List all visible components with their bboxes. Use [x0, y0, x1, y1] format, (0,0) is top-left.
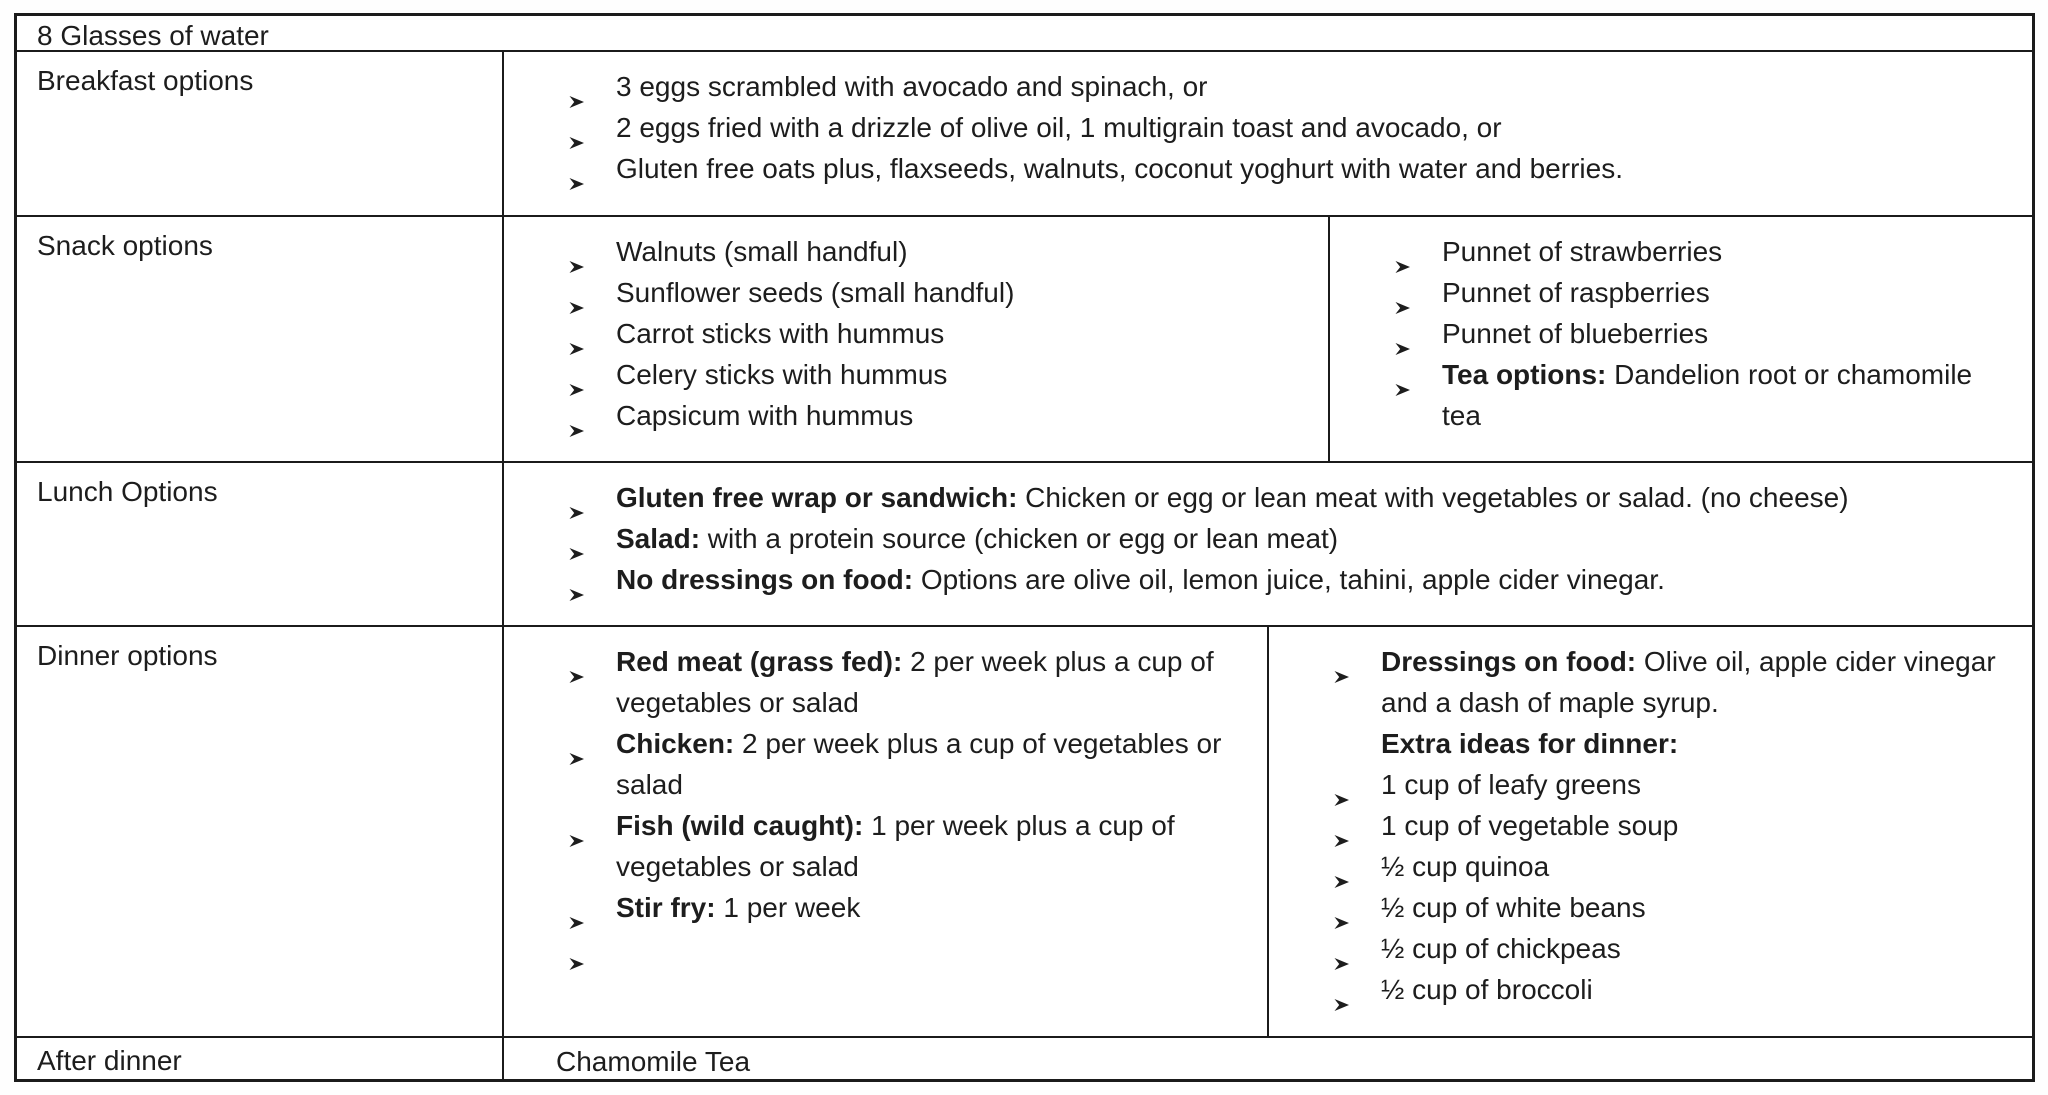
item-text: Capsicum with hummus [616, 400, 914, 431]
dinner-options-left-cell [504, 627, 1269, 1038]
item-bold-text: No dressings on food: [616, 564, 914, 595]
after-dinner-label-text: After dinner [37, 1045, 182, 1076]
list-item [504, 805, 1239, 887]
list-item [504, 559, 2012, 600]
bullet-arrow-icon [1333, 941, 1350, 955]
list-item [504, 313, 1308, 354]
item-text: with a protein source (chicken or egg or lean meat) [700, 523, 1339, 554]
list-item [1269, 887, 2004, 928]
item-text: Options are olive oil, lemon juice, tahini, apple cider vinegar. [913, 564, 1665, 595]
bullet-arrow-icon [1394, 367, 1411, 381]
list-item [504, 354, 1308, 395]
after-dinner-value-text: Chamomile Tea [556, 1046, 751, 1077]
bullet-arrow-icon [568, 572, 585, 586]
snack-options-left-cell [504, 217, 1330, 463]
bullet-arrow-icon [1333, 900, 1350, 914]
bullet-arrow-icon [568, 367, 585, 381]
item-text: 2 eggs fried with a drizzle of olive oil, 1 multigrain toast and avocado, or [616, 112, 1502, 143]
list-item [1330, 272, 1987, 313]
item-text: Walnuts (small handful) [616, 236, 908, 267]
item-text: Dandelion root or chamomile tea [1442, 359, 1973, 431]
item-text: 1 cup of vegetable soup [1381, 810, 1679, 841]
item-text: 2 per week plus a cup of vegetables or salad [616, 728, 1222, 800]
bullet-arrow-icon [568, 531, 585, 545]
list-item [504, 272, 1308, 313]
bullet-arrow-icon [568, 941, 585, 955]
row-label-snack [17, 217, 504, 463]
list-item [504, 66, 2012, 107]
bullet-arrow-icon [1394, 244, 1411, 258]
list-item [1330, 313, 1987, 354]
snack-label-text: Snack options [37, 230, 213, 261]
item-bold-text: Tea options: [1442, 359, 1607, 390]
lunch-options-list [504, 477, 2032, 600]
list-item [504, 395, 1308, 436]
item-text: 3 eggs scrambled with avocado and spinach, or [616, 71, 1208, 102]
lunch-label-text: Lunch Options [37, 476, 218, 507]
lunch-options-cell [504, 463, 2032, 627]
meal-plan-table [14, 13, 2035, 1082]
row-label-after-dinner [17, 1038, 504, 1079]
list-item [504, 231, 1308, 272]
item-bold-text: Stir fry: [616, 892, 716, 923]
bullet-arrow-icon [568, 120, 585, 134]
list-item [504, 107, 2012, 148]
item-text: Punnet of strawberries [1442, 236, 1723, 267]
row-label-breakfast [17, 52, 504, 217]
list-item [504, 518, 2012, 559]
list-item [1269, 928, 2004, 969]
list-item [1269, 641, 2004, 723]
bullet-arrow-icon [1394, 285, 1411, 299]
item-text: 2 per week plus a cup of vegetables or salad [616, 646, 1214, 718]
snack-options-right-list [1330, 231, 2032, 436]
list-item [1330, 231, 1987, 272]
list-item [504, 641, 1239, 723]
item-bold-text: Red meat (grass fed): [616, 646, 903, 677]
item-bold-text: Salad: [616, 523, 701, 554]
bullet-arrow-icon [1333, 777, 1350, 791]
item-text: ½ cup of broccoli [1381, 974, 1593, 1005]
list-item [504, 477, 2012, 518]
water-row [17, 16, 2032, 52]
breakfast-label-text: Breakfast options [37, 65, 254, 96]
item-bold-text: Gluten free wrap or sandwich: [616, 482, 1018, 513]
bullet-arrow-icon [568, 408, 585, 422]
item-text: 1 per week plus a cup of vegetables or salad [616, 810, 1175, 882]
row-label-dinner [17, 627, 504, 1038]
list-item [1269, 969, 2004, 1010]
dinner-options-right-cell [1269, 627, 2032, 1038]
item-bold-text: Fish (wild caught): [616, 810, 864, 841]
row-label-lunch [17, 463, 504, 627]
bullet-arrow-icon [568, 79, 585, 93]
list-item [504, 928, 1239, 969]
bullet-arrow-icon [1394, 326, 1411, 340]
item-text: Celery sticks with hummus [616, 359, 948, 390]
item-bold-text: Extra ideas for dinner: [1381, 728, 1679, 759]
list-item [504, 723, 1239, 805]
list-item [504, 887, 1239, 928]
bullet-arrow-icon [568, 490, 585, 504]
list-item [1330, 354, 1987, 436]
bullet-arrow-icon [568, 285, 585, 299]
item-text: Punnet of blueberries [1442, 318, 1709, 349]
bullet-arrow-icon [568, 900, 585, 914]
dinner-options-left-list [504, 641, 1267, 969]
dinner-label-text: Dinner options [37, 640, 218, 671]
item-text: Olive oil, apple cider vinegar and a dash of maple syrup. [1381, 646, 1996, 718]
item-text: Chicken or egg or lean meat with vegetables or salad. (no cheese) [1017, 482, 1849, 513]
bullet-arrow-icon [568, 736, 585, 750]
item-text: ½ cup quinoa [1381, 851, 1550, 882]
item-text: Sunflower seeds (small handful) [616, 277, 1015, 308]
list-item [1269, 723, 2004, 764]
breakfast-options-cell [504, 52, 2032, 217]
list-item [504, 148, 2012, 189]
bullet-arrow-icon [568, 818, 585, 832]
list-item [1269, 764, 2004, 805]
list-item [1269, 846, 2004, 887]
bullet-arrow-icon [568, 161, 585, 175]
item-text: ½ cup of chickpeas [1381, 933, 1621, 964]
after-dinner-value-cell [504, 1038, 2032, 1079]
item-text: Gluten free oats plus, flaxseeds, walnuts, coconut yoghurt with water and berries. [616, 153, 1623, 184]
dinner-options-right-list [1269, 641, 2032, 1010]
bullet-arrow-icon [568, 654, 585, 668]
bullet-arrow-icon [568, 244, 585, 258]
item-text: 1 per week [715, 892, 861, 923]
bullet-arrow-icon [1333, 654, 1350, 668]
item-text: Carrot sticks with hummus [616, 318, 945, 349]
bullet-arrow-icon [1333, 982, 1350, 996]
item-bold-text: Chicken: [616, 728, 735, 759]
bullet-arrow-icon [1333, 859, 1350, 873]
snack-options-left-list [504, 231, 1328, 436]
list-item [1269, 805, 2004, 846]
item-text: Punnet of raspberries [1442, 277, 1710, 308]
item-bold-text: Dressings on food: [1381, 646, 1637, 677]
item-text: 1 cup of leafy greens [1381, 769, 1641, 800]
bullet-arrow-icon [1333, 818, 1350, 832]
snack-options-right-cell [1330, 217, 2032, 463]
breakfast-options-list [504, 66, 2032, 189]
item-text: ½ cup of white beans [1381, 892, 1646, 923]
bullet-arrow-icon [568, 326, 585, 340]
water-row-text: 8 Glasses of water [37, 20, 269, 51]
